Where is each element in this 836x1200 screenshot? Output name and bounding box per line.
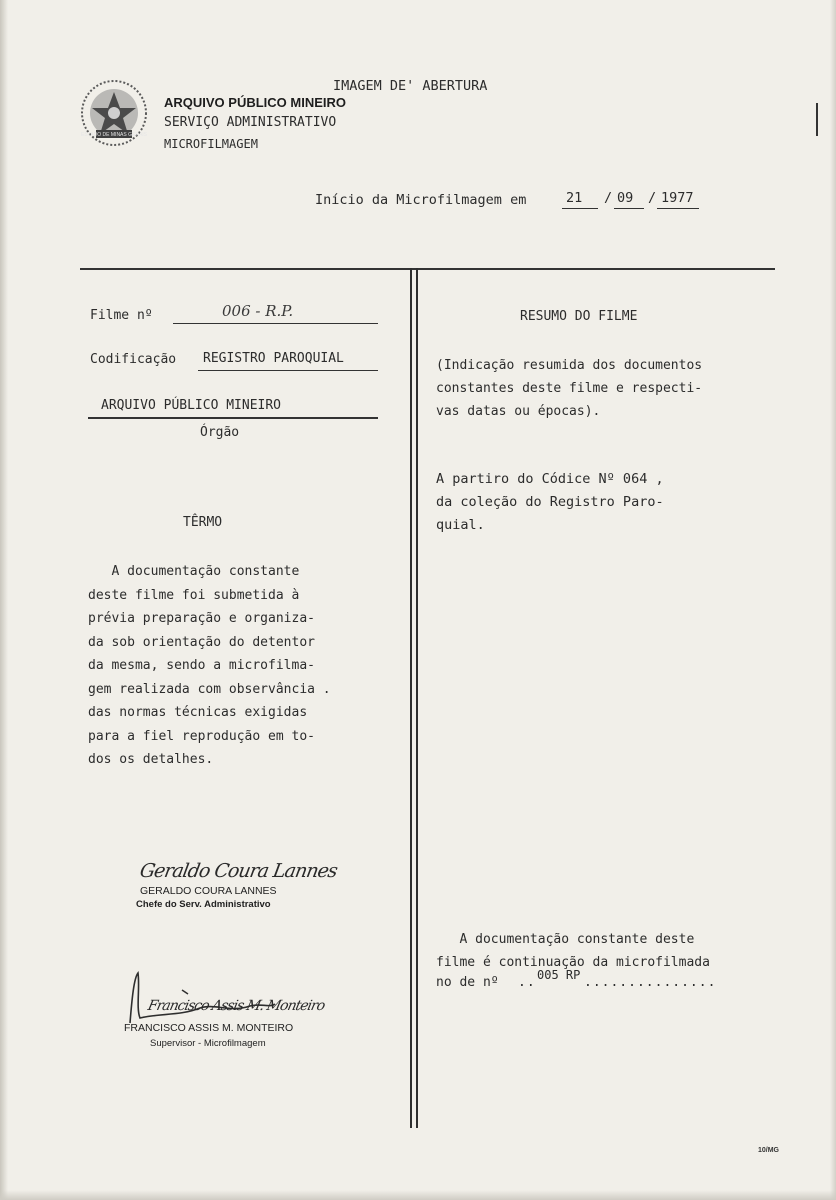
start-date-label: Início da Microfilmagem em: [315, 192, 527, 208]
term-line: deste filme foi submetida à: [88, 587, 300, 603]
film-number-label: Filme nº: [90, 308, 153, 323]
summary-line: (Indicação resumida dos documentos: [436, 358, 703, 373]
underline: [562, 208, 598, 209]
margin-mark: [816, 103, 818, 136]
term-line: das normas técnicas exigidas: [88, 705, 308, 720]
column-divider-left: [410, 268, 412, 1128]
date-separator: /: [648, 190, 657, 206]
seal-text: ESTADO DE MINAS GERAIS: [80, 132, 148, 138]
content-line: A partiro do Códice Nº 064 ,: [436, 471, 664, 487]
start-month: 09: [617, 190, 634, 206]
scan-edge-left: [0, 0, 8, 1200]
previous-film-value: 005 RP: [537, 968, 581, 982]
organ-label: Órgão: [200, 425, 240, 440]
signatory-2-title: Supervisor - Microfilmagem: [150, 1038, 266, 1049]
signatory-1-title: Chefe do Serv. Administrativo: [136, 899, 271, 910]
header-divider: [80, 268, 775, 270]
continuation-line: filme é continuação da microfilmada: [436, 955, 710, 970]
term-line: gem realizada com observância .: [88, 681, 331, 697]
term-line: A documentação constante: [88, 564, 300, 579]
summary-instructions: [436, 354, 702, 423]
codification-value: REGISTRO PAROQUIAL: [203, 351, 344, 366]
film-content-summary: [436, 468, 664, 537]
section-name: MICROFILMAGEM: [164, 137, 258, 151]
signature-1: Geraldo Coura Lannes: [138, 860, 339, 882]
state-seal-icon: [76, 78, 152, 148]
codification-label: Codificação: [90, 352, 177, 367]
column-divider-right: [416, 268, 418, 1128]
start-day: 21: [566, 190, 583, 206]
opening-title: IMAGEM DE' ABERTURA: [333, 78, 488, 94]
content-line: da coleção do Registro Paro-: [436, 494, 664, 510]
form-code: 10/MG: [758, 1147, 780, 1154]
content-line: quial.: [436, 517, 485, 533]
underline: [88, 417, 378, 419]
term-line: para a fiel reprodução em to-: [88, 728, 315, 744]
summary-line: constantes deste filme e respecti-: [436, 381, 703, 396]
film-number-value: 006 - R.P.: [222, 302, 294, 320]
term-line: dos os detalhes.: [88, 752, 214, 767]
underline: [657, 208, 699, 209]
scan-edge-bottom: [0, 1190, 836, 1200]
term-body: [88, 560, 378, 772]
term-line: prévia preparação e organiza-: [88, 611, 315, 626]
continuation-line: A documentação constante deste: [436, 932, 695, 947]
term-line: da sob orientação do detentor: [88, 634, 315, 650]
underline: [614, 208, 644, 209]
organ-value: ARQUIVO PÚBLICO MINEIRO: [101, 398, 282, 413]
summary-title: RESUMO DO FILME: [520, 309, 638, 324]
institution-name: ARQUIVO PÚBLICO MINEIRO: [164, 95, 347, 110]
date-separator: /: [604, 190, 613, 206]
term-title: TÊRMO: [183, 515, 223, 530]
previous-film-label: no de nº: [436, 975, 499, 990]
scan-edge-right: [830, 0, 836, 1200]
underline: [173, 323, 378, 324]
service-name: SERVIÇO ADMINISTRATIVO: [164, 115, 337, 130]
start-year: 1977: [661, 190, 694, 206]
previous-film-dots: ..: [518, 975, 536, 990]
signatory-2-name: FRANCISCO ASSIS M. MONTEIRO: [124, 1022, 294, 1034]
term-line: da mesma, sendo a microfilma-: [88, 658, 315, 673]
underline: [198, 370, 378, 371]
signatory-1-name: GERALDO COURA LANNES: [140, 885, 277, 897]
summary-line: vas datas ou épocas).: [436, 404, 601, 419]
previous-film-dots: ...............: [584, 975, 717, 990]
signature-2: Francisco Assis M. Monteiro: [146, 998, 326, 1014]
